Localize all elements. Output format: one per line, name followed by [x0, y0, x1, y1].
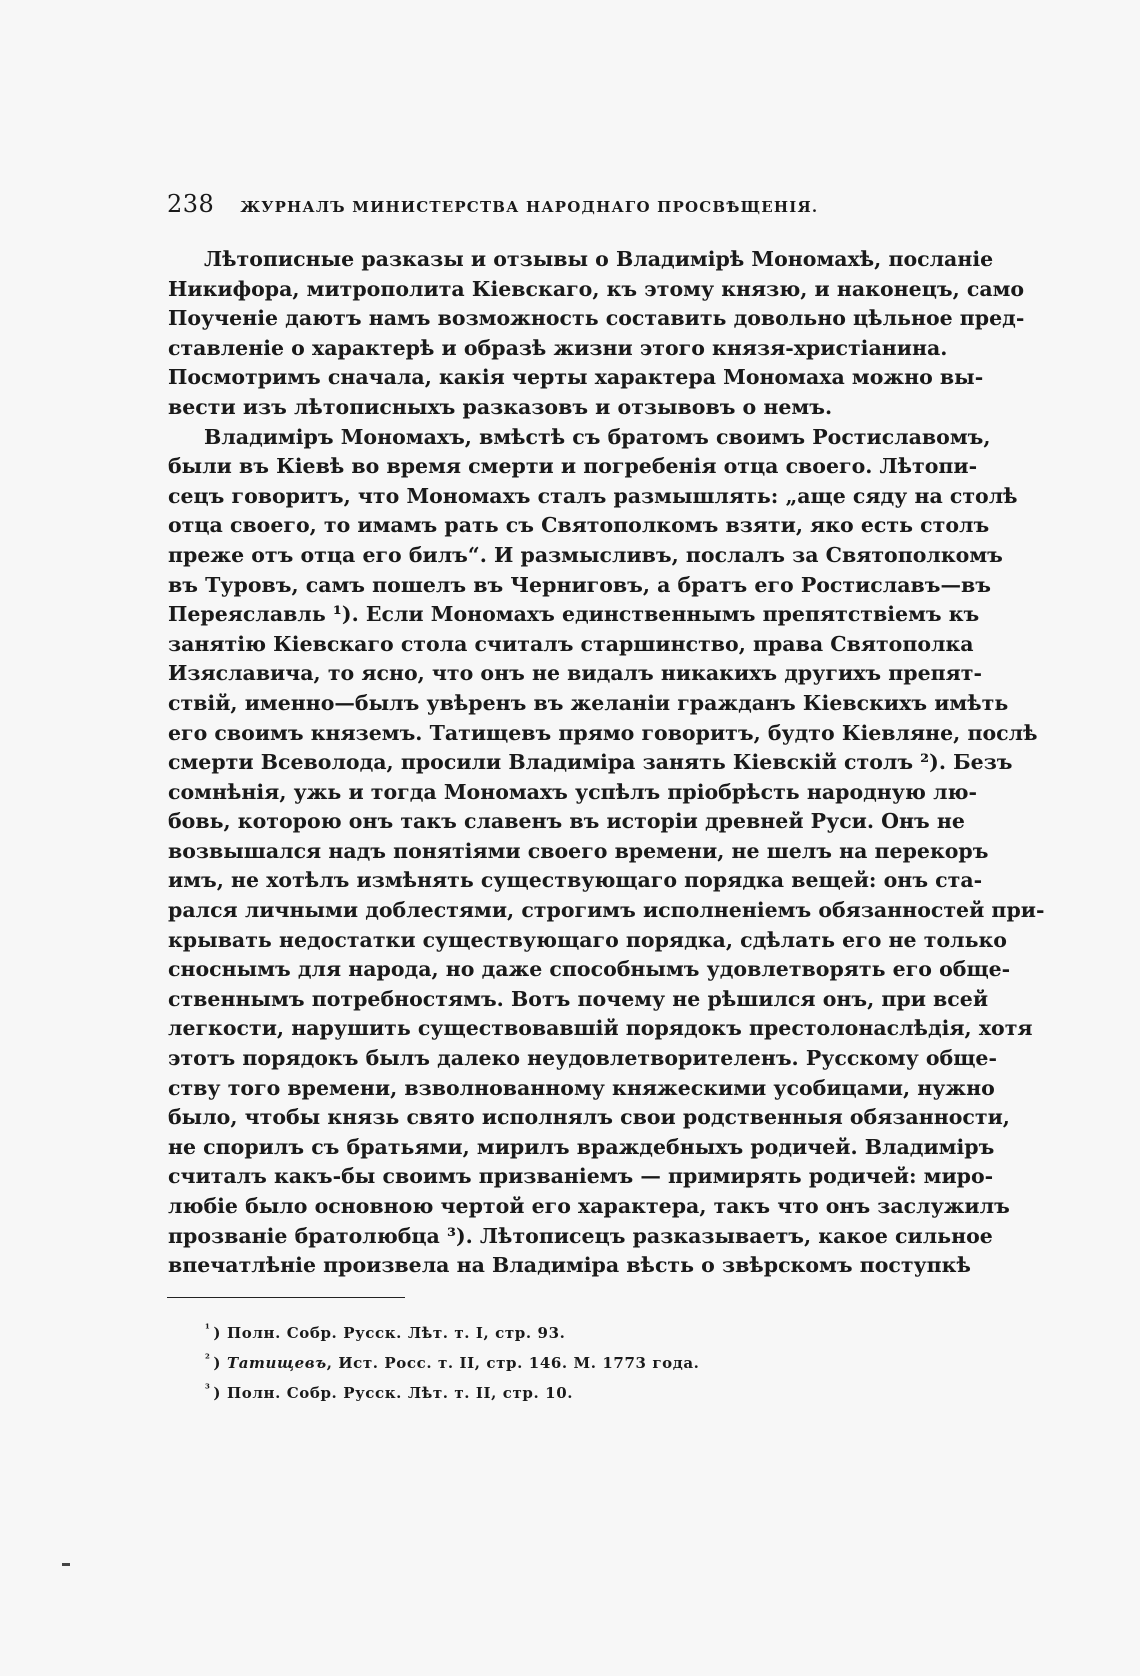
text-line: любіе было основною чертой его характера, такъ что онъ заслужилъ: [168, 1194, 1010, 1218]
footnote-mark: ³: [205, 1382, 211, 1395]
text-line: впечатлѣніе произвела на Владиміра вѣсть о звѣрскомъ поступкѣ: [168, 1253, 971, 1278]
body-text: [168, 245, 1045, 1281]
text-line: возвышался надъ понятіями своего времени, не шелъ на перекоръ: [168, 838, 989, 863]
text-line: Посмотримъ сначала, какія черты характера Мономаха можно вы-: [168, 365, 984, 390]
text-line: отца своего, то имамъ рать съ Святополкомъ взяти, яко есть столъ: [168, 513, 990, 538]
footnote-mark: ¹: [205, 1322, 211, 1335]
footnotes: [205, 1316, 905, 1406]
text-line: были въ Кіевѣ во время смерти и погребенія отца своего. Лѣтопи-: [168, 454, 978, 479]
text-line: легкости, нарушить существовавшій порядокъ престолонаслѣдія, хотя: [168, 1016, 1033, 1041]
text-line: Изяславича, то ясно, что онъ не видалъ никакихъ другихъ препят-: [168, 661, 982, 686]
text-line: преже отъ отца его билъ“. И размысливъ, послалъ за Святополкомъ: [168, 542, 1003, 567]
text-line: ставленіе о характерѣ и образѣ жизни этого князя-христіанина.: [168, 335, 948, 360]
text-line: смерти Всеволода, просили Владиміра занять Кіевскій столъ ²). Безъ: [168, 750, 1013, 775]
footnote-paren: ): [213, 1324, 227, 1342]
text-line: Владиміръ Мономахъ, вмѣстѣ съ братомъ своимъ Ростиславомъ,: [204, 424, 991, 449]
footnote-author: Татищевъ: [226, 1354, 327, 1372]
text-line: рался личными доблестями, строгимъ исполненіемъ обязанностей при-: [168, 898, 1045, 923]
footnote: [205, 1346, 905, 1376]
text-line: сомнѣнія, ужь и тогда Мономахъ успѣлъ пріобрѣсть народную лю-: [168, 779, 978, 804]
footnote-paren: ): [213, 1384, 227, 1402]
text-line: его своимъ княземъ. Татищевъ прямо говоритъ, будто Кіевляне, послѣ: [168, 720, 1038, 745]
text-line: Никифора, митрополита Кіевскаго, къ этому князю, и наконецъ, само: [168, 276, 1025, 301]
footnote: [205, 1316, 905, 1346]
text-line: въ Туровъ, самъ пошелъ въ Черниговъ, а братъ его Ростиславъ—въ: [168, 572, 991, 597]
text-line: ственнымъ потребностямъ. Вотъ почему не рѣшился онъ, при всей: [168, 986, 989, 1011]
text-line: Поученіе даютъ намъ возможность составить довольно цѣльное пред-: [168, 306, 1025, 331]
text-line: занятію Кіевскаго стола считалъ старшинство, права Святополка: [168, 631, 974, 656]
text-line: бовь, которою онъ такъ славенъ въ исторіи древней Руси. Онъ не: [168, 809, 965, 834]
text-line: вести изъ лѣтописныхъ разказовъ и отзывовъ о немъ.: [168, 394, 833, 419]
text-line: Переяславль ¹). Если Мономахъ единственнымъ препятствіемъ къ: [168, 602, 980, 627]
text-line: сноснымъ для народа, но даже способнымъ удовлетворять его обще-: [168, 957, 1011, 982]
footnote-text: Полн. Собр. Русск. Лѣт. т. II, стр. 10.: [226, 1384, 574, 1402]
page-number: 238: [167, 190, 215, 218]
scan-speck: [62, 1563, 70, 1566]
text-line: не спорилъ съ братьями, мирилъ враждебныхъ родичей. Владиміръ: [168, 1134, 995, 1159]
text-line: ствій, именно—былъ увѣренъ въ желаніи гражданъ Кіевскихъ имѣть: [168, 690, 1009, 715]
footnote-paren: ): [213, 1354, 227, 1372]
text-line: крывать недостатки существующаго порядка, сдѣлать его не только: [168, 927, 1007, 952]
text-line: этотъ порядокъ былъ далеко неудовлетворителенъ. Русскому обще-: [168, 1046, 997, 1071]
journal-title: ЖУРНАЛЪ МИНИСТЕРСТВА НАРОДНАГО ПРОСВѢЩЕНІЯ.: [240, 198, 819, 216]
text-line: ству того времени, взволнованному княжескими усобицами, нужно: [168, 1075, 995, 1100]
text-line: прозваніе братолюбца ³). Лѣтописецъ разказываетъ, какое сильное: [168, 1223, 993, 1248]
footnote-mark: ²: [205, 1352, 211, 1365]
text-line: считалъ какъ-бы своимъ призваніемъ — примирять родичей: миро-: [168, 1164, 994, 1189]
running-head: [167, 190, 917, 218]
text-line: сецъ говоритъ, что Мономахъ сталъ размышлять: „аще сяду на столѣ: [168, 483, 1018, 508]
text-line: было, чтобы князь свято исполнялъ свои родственныя обязанности,: [168, 1105, 1010, 1130]
footnote: [205, 1376, 905, 1406]
text-line: Лѣтописные разказы и отзывы о Владимірѣ Мономахѣ, посланіе: [204, 247, 994, 271]
text-line: имъ, не хотѣлъ измѣнять существующаго порядка вещей: онъ ста-: [168, 868, 983, 893]
footnote-text: , Ист. Росс. т. II, стр. 146. М. 1773 года.: [326, 1354, 700, 1372]
footnote-divider: [167, 1297, 405, 1298]
footnote-text: Полн. Собр. Русск. Лѣт. т. I, стр. 93.: [226, 1324, 566, 1342]
